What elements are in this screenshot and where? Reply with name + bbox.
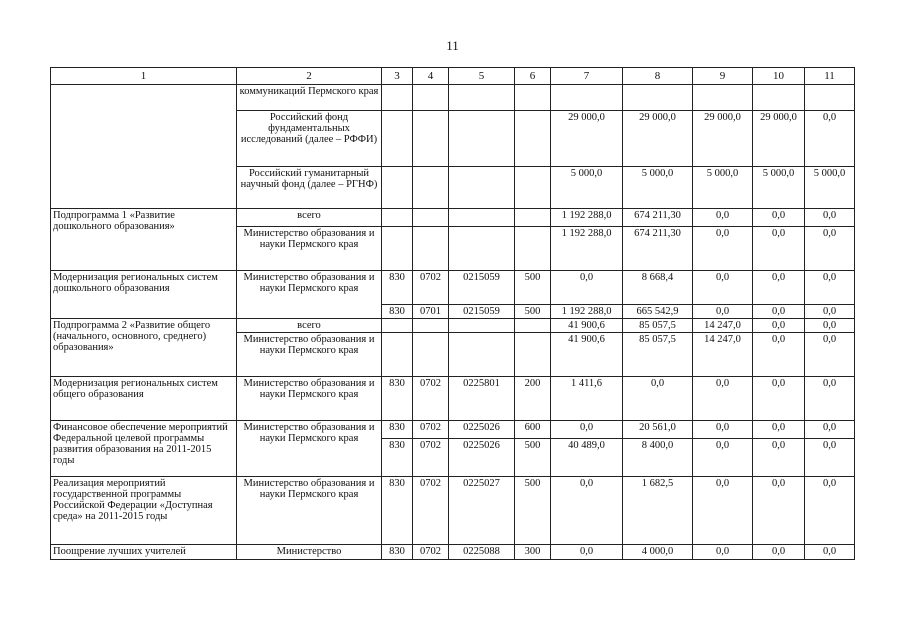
- value-cell: 5 000,0: [693, 167, 753, 209]
- value-cell: 0,0: [693, 305, 753, 319]
- value-cell: 0,0: [753, 227, 805, 271]
- value-cell: 0,0: [805, 111, 855, 167]
- value-cell: 85 057,5: [623, 319, 693, 333]
- value-cell: 0,0: [805, 319, 855, 333]
- value-cell: 0,0: [805, 439, 855, 477]
- code-cell: 0215059: [449, 305, 515, 319]
- table-row: [51, 209, 855, 227]
- table-row: [51, 477, 855, 545]
- value-cell: 0,0: [753, 377, 805, 421]
- value-cell: 674 211,30: [623, 209, 693, 227]
- value-cell: 0,0: [805, 227, 855, 271]
- program-cell: Подпрограмма 2 «Развитие общего (начального, основного, среднего) образования»: [51, 319, 237, 377]
- value-cell: 5 000,0: [551, 167, 623, 209]
- header-cell: 8: [623, 68, 693, 85]
- value-cell: 0,0: [551, 271, 623, 305]
- value-cell: 0,0: [805, 545, 855, 560]
- code-cell: 830: [382, 377, 413, 421]
- code-cell: 0702: [413, 477, 449, 545]
- value-cell: 1 411,6: [551, 377, 623, 421]
- header-cell: 10: [753, 68, 805, 85]
- code-cell: 830: [382, 477, 413, 545]
- executor-cell: коммуникаций Пермского края: [237, 85, 382, 111]
- code-cell: 830: [382, 439, 413, 477]
- value-cell: 0,0: [693, 377, 753, 421]
- value-cell: 5 000,0: [623, 167, 693, 209]
- code-cell: 500: [515, 477, 551, 545]
- table-row: [51, 377, 855, 421]
- value-cell: 4 000,0: [623, 545, 693, 560]
- program-cell: Модернизация региональных систем общего образования: [51, 377, 237, 421]
- value-cell: 41 900,6: [551, 319, 623, 333]
- value-cell: 14 247,0: [693, 319, 753, 333]
- value-cell: 0,0: [551, 477, 623, 545]
- executor-cell: Министерство образования и науки Пермского края: [237, 271, 382, 319]
- code-cell: 0702: [413, 377, 449, 421]
- value-cell: 5 000,0: [753, 167, 805, 209]
- code-cell: 830: [382, 271, 413, 305]
- value-cell: 0,0: [805, 209, 855, 227]
- executor-cell: всего: [237, 319, 382, 333]
- value-cell: 0,0: [753, 305, 805, 319]
- value-cell: 0,0: [693, 421, 753, 439]
- code-cell: 500: [515, 271, 551, 305]
- value-cell: 41 900,6: [551, 333, 623, 377]
- table-row: [51, 85, 855, 111]
- executor-cell: Министерство образования и науки Пермского края: [237, 421, 382, 477]
- header-cell: 11: [805, 68, 855, 85]
- table-row: [51, 421, 855, 439]
- value-cell: 0,0: [805, 271, 855, 305]
- value-cell: 5 000,0: [805, 167, 855, 209]
- table-header-row: [51, 68, 855, 85]
- value-cell: 40 489,0: [551, 439, 623, 477]
- value-cell: 0,0: [805, 305, 855, 319]
- header-cell: 1: [51, 68, 237, 85]
- header-cell: 7: [551, 68, 623, 85]
- value-cell: 0,0: [753, 439, 805, 477]
- executor-cell: Министерство образования и науки Пермского края: [237, 227, 382, 271]
- value-cell: 0,0: [693, 209, 753, 227]
- code-cell: 0225026: [449, 421, 515, 439]
- value-cell: 0,0: [753, 477, 805, 545]
- code-cell: 500: [515, 305, 551, 319]
- value-cell: 0,0: [805, 333, 855, 377]
- code-cell: 0702: [413, 439, 449, 477]
- value-cell: 0,0: [623, 377, 693, 421]
- code-cell: 830: [382, 421, 413, 439]
- code-cell: 830: [382, 545, 413, 560]
- program-cell: Реализация мероприятий государственной программы Российской Федерации «Доступная среда» на 2011-2015 годы: [51, 477, 237, 545]
- value-cell: 29 000,0: [623, 111, 693, 167]
- code-cell: 0225027: [449, 477, 515, 545]
- value-cell: 665 542,9: [623, 305, 693, 319]
- value-cell: 0,0: [753, 209, 805, 227]
- value-cell: 85 057,5: [623, 333, 693, 377]
- value-cell: 0,0: [753, 333, 805, 377]
- value-cell: 29 000,0: [693, 111, 753, 167]
- value-cell: 0,0: [693, 227, 753, 271]
- value-cell: 8 668,4: [623, 271, 693, 305]
- value-cell: 1 192 288,0: [551, 305, 623, 319]
- code-cell: 0215059: [449, 271, 515, 305]
- code-cell: 0701: [413, 305, 449, 319]
- value-cell: 674 211,30: [623, 227, 693, 271]
- code-cell: 300: [515, 545, 551, 560]
- executor-cell: Министерство образования и науки Пермского края: [237, 377, 382, 421]
- code-cell: 500: [515, 439, 551, 477]
- header-cell: 2: [237, 68, 382, 85]
- program-cell: Подпрограмма 1 «Развитие дошкольного образования»: [51, 209, 237, 271]
- value-cell: 1 192 288,0: [551, 227, 623, 271]
- value-cell: 0,0: [693, 477, 753, 545]
- executor-cell: Министерство: [237, 545, 382, 560]
- value-cell: 0,0: [551, 545, 623, 560]
- executor-cell: Российский гуманитарный научный фонд (далее – РГНФ): [237, 167, 382, 209]
- table-row: [51, 319, 855, 333]
- executor-cell: Министерство образования и науки Пермского края: [237, 333, 382, 377]
- table-row: [51, 545, 855, 560]
- value-cell: 0,0: [551, 421, 623, 439]
- code-cell: 0702: [413, 545, 449, 560]
- value-cell: 14 247,0: [693, 333, 753, 377]
- page-number: 11: [446, 38, 459, 53]
- header-cell: 5: [449, 68, 515, 85]
- code-cell: 0225801: [449, 377, 515, 421]
- executor-cell: Министерство образования и науки Пермского края: [237, 477, 382, 545]
- value-cell: 29 000,0: [551, 111, 623, 167]
- header-cell: 4: [413, 68, 449, 85]
- header-cell: 3: [382, 68, 413, 85]
- value-cell: 20 561,0: [623, 421, 693, 439]
- code-cell: 830: [382, 305, 413, 319]
- table-row: [51, 271, 855, 305]
- code-cell: 200: [515, 377, 551, 421]
- header-cell: 6: [515, 68, 551, 85]
- value-cell: 8 400,0: [623, 439, 693, 477]
- program-cell: Модернизация региональных систем дошкольного образования: [51, 271, 237, 319]
- value-cell: 0,0: [753, 421, 805, 439]
- program-cell: Финансовое обеспечение мероприятий Федеральной целевой программы развития образования на 2011-2015 годы: [51, 421, 237, 477]
- value-cell: 0,0: [693, 545, 753, 560]
- executor-cell: всего: [237, 209, 382, 227]
- program-cell: [51, 85, 237, 209]
- value-cell: 0,0: [805, 421, 855, 439]
- code-cell: 0702: [413, 271, 449, 305]
- budget-table: [50, 67, 855, 560]
- value-cell: 29 000,0: [753, 111, 805, 167]
- value-cell: 1 192 288,0: [551, 209, 623, 227]
- value-cell: 0,0: [753, 545, 805, 560]
- value-cell: 0,0: [753, 271, 805, 305]
- value-cell: 0,0: [805, 477, 855, 545]
- code-cell: 0225026: [449, 439, 515, 477]
- header-cell: 9: [693, 68, 753, 85]
- code-cell: 600: [515, 421, 551, 439]
- value-cell: 0,0: [693, 439, 753, 477]
- value-cell: 0,0: [753, 319, 805, 333]
- value-cell: 0,0: [693, 271, 753, 305]
- value-cell: 0,0: [805, 377, 855, 421]
- code-cell: 0702: [413, 421, 449, 439]
- program-cell: Поощрение лучших учителей: [51, 545, 237, 560]
- executor-cell: Российский фонд фундаментальных исследований (далее – РФФИ): [237, 111, 382, 167]
- value-cell: 1 682,5: [623, 477, 693, 545]
- code-cell: 0225088: [449, 545, 515, 560]
